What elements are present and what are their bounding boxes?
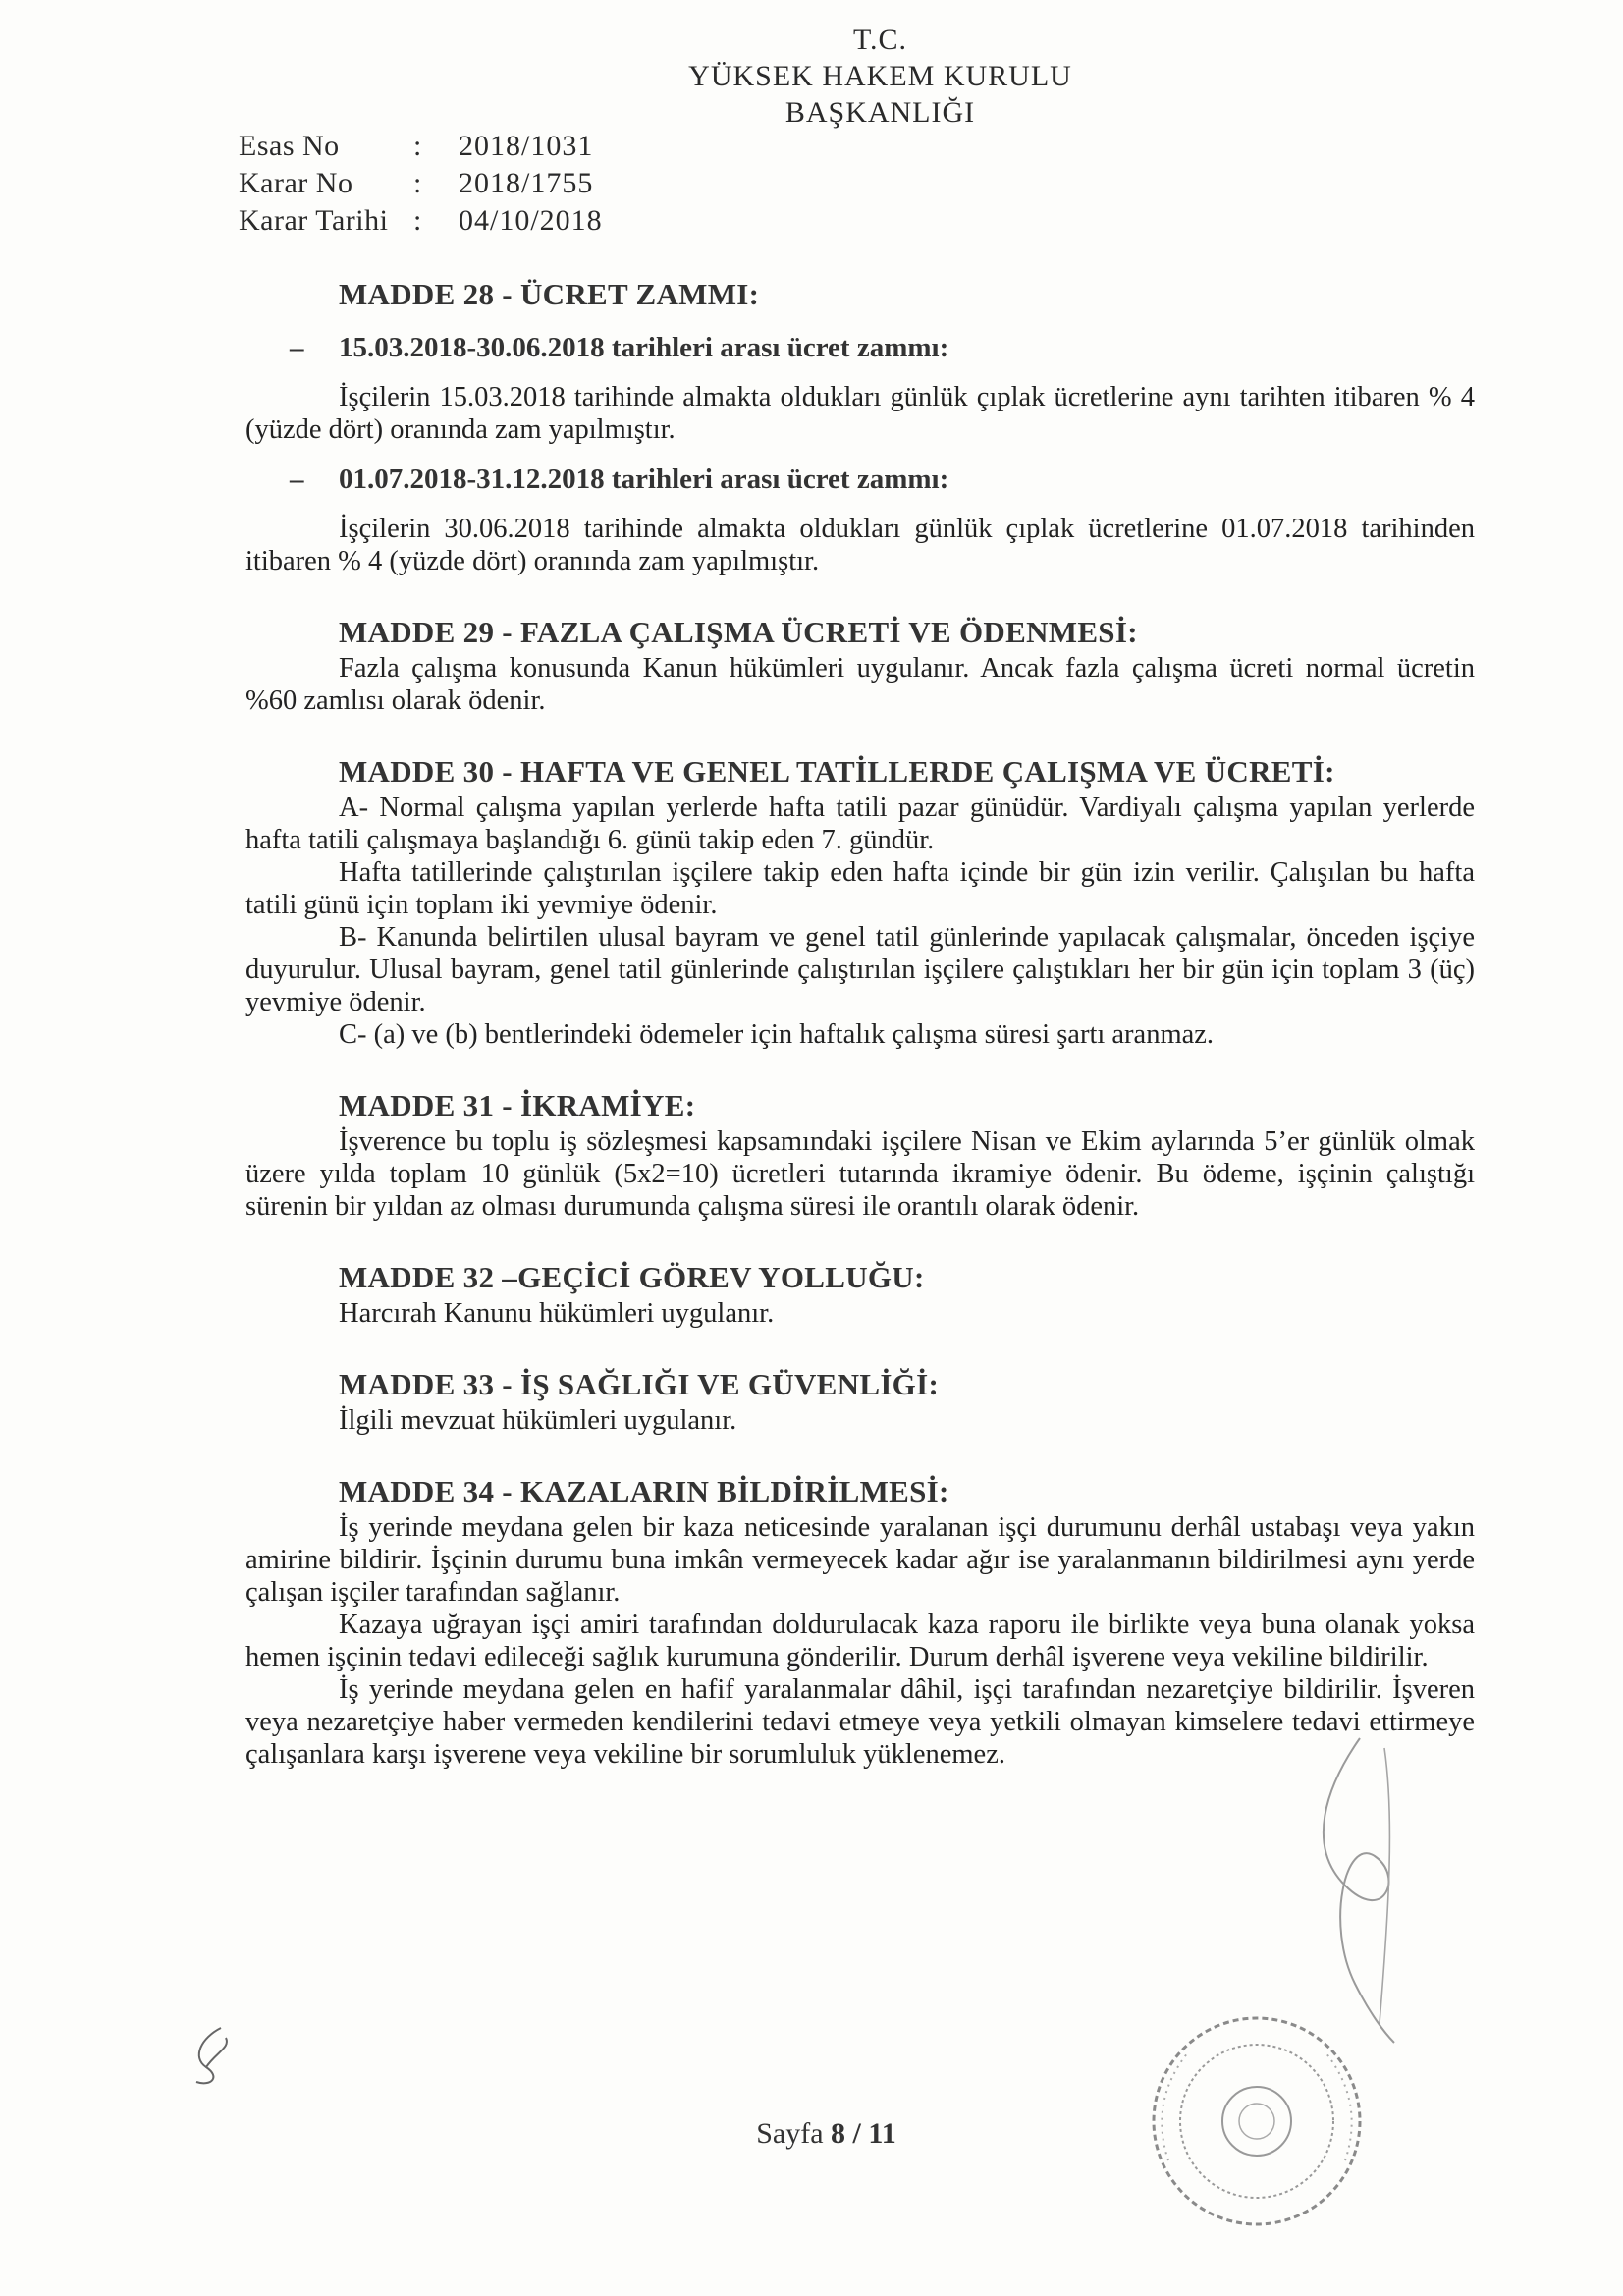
page-separator: / xyxy=(852,2117,861,2150)
header-line-presidency: BAŞKANLIĞI xyxy=(784,96,976,129)
page-current: 8 xyxy=(831,2117,846,2150)
article-title-30: MADDE 30 - HAFTA VE GENEL TATİLLERDE ÇALIŞMA VE ÜCRETİ: xyxy=(339,754,1335,789)
paragraph: A- Normal çalışma yapılan yerlerde hafta tatili pazar günüdür. Vardiyalı çalışma yapılan yerlerde hafta tatili çalışmaya başlandığı 6. günü takip eden 7. gündür. xyxy=(245,793,1475,855)
paragraph: İlgili mevzuat hükümleri uygulanır. xyxy=(339,1405,737,1436)
paragraph: B- Kanunda belirtilen ulusal bayram ve genel tatil günlerinde yapılacak çalışmalar, önceden işçiye duyurulur. Ulusal bayram, genel tatil günlerinde çalıştırılan işçilere çalıştıkları her bir gün için toplam 3 (üç) yevmiye ödenir. xyxy=(245,922,1475,1017)
document-header xyxy=(0,22,1623,131)
dash: – xyxy=(290,464,304,495)
sub-title-28-1 xyxy=(290,328,1475,367)
meta-value: 2018/1755 xyxy=(459,167,594,199)
paragraph: İşçilerin 30.06.2018 tarihinde almakta oldukları günlük çıplak ücretlerine 01.07.2018 tarihinden itibaren % 4 (yüzde dört) oranında zam yapılmıştır. xyxy=(245,514,1475,576)
header-line-institution: YÜKSEK HAKEM KURULU xyxy=(688,60,1072,92)
page-footer xyxy=(0,2117,1623,2151)
meta-label: Karar Tarihi xyxy=(239,204,389,237)
sub-title-text: 15.03.2018-30.06.2018 tarihleri arası ücret zammı: xyxy=(339,332,949,363)
dash: – xyxy=(290,332,304,363)
paragraph: Kazaya uğrayan işçi amiri tarafından doldurulacak kaza raporu ile birlikte veya buna olanak yoksa hemen işçinin tedavi edileceği sağlık kurumuna gönderilir. Durum derhâl işverene veya vekiline bildirilir. xyxy=(245,1610,1475,1672)
meta-colon: : xyxy=(413,204,422,237)
meta-value: 2018/1031 xyxy=(459,130,594,162)
paragraph: C- (a) ve (b) bentlerindeki ödemeler için haftalık çalışma süresi şartı aranmaz. xyxy=(339,1019,1215,1050)
page-label: Sayfa xyxy=(756,2117,824,2150)
meta-colon: : xyxy=(413,167,422,199)
paragraph: Harcırah Kanunu hükümleri uygulanır. xyxy=(339,1298,775,1329)
initial-mark-icon xyxy=(182,2023,241,2092)
article-title-31: MADDE 31 - İKRAMİYE: xyxy=(339,1088,696,1122)
paragraph: İş yerinde meydana gelen en hafif yaralanmalar dâhil, işçi tarafından nezaretçiye bildirilir. İşveren veya nezaretçiye haber vermeden kendilerini tedavi etmeye veya yetkili olmayan kimselere tedavi ettirmeye çalışanlara karşı işverene veya vekiline bir sorumluluk yüklenemez. xyxy=(245,1674,1475,1770)
meta-label: Karar No xyxy=(239,167,353,199)
paragraph: İşçilerin 15.03.2018 tarihinde almakta oldukları günlük çıplak ücretlerine aynı tarihten itibaren % 4 (yüzde dört) oranında zam yapılmıştır. xyxy=(245,382,1475,445)
paragraph: İşverence bu toplu iş sözleşmesi kapsamındaki işçilere Nisan ve Ekim aylarında 5’er günlük olmak üzere yılda toplam 10 günlük (5x2=10) ücretleri tutarında ikramiye ödenir. Bu ödeme, işçinin çalıştığı sürenin bir yıldan az olması durumunda çalışma süresi ile orantılı olarak ödenir. xyxy=(245,1126,1475,1222)
meta-colon: : xyxy=(413,130,422,162)
article-title-29: MADDE 29 - FAZLA ÇALIŞMA ÜCRETİ VE ÖDENMESİ: xyxy=(339,615,1138,649)
paragraph: Hafta tatillerinde çalıştırılan işçilere takip eden hafta içinde bir gün izin verilir. Çalışılan bu hafta tatili günü için toplam iki yevmiye ödenir. xyxy=(245,857,1475,920)
meta-row-esas xyxy=(239,128,603,165)
meta-row-karar xyxy=(239,165,603,202)
paragraph: İş yerinde meydana gelen bir kaza neticesinde yaralanan işçi durumunu derhâl ustabaşı veya yakın amirine bildirir. İşçinin durumu buna imkân vermeyecek kadar ağır ise yaralanmanın bildirilmesi aynı yerde çalışan işçiler tarafından sağlanır. xyxy=(245,1512,1475,1608)
case-meta xyxy=(239,128,603,240)
article-title-34: MADDE 34 - KAZALARIN BİLDİRİLMESİ: xyxy=(339,1474,949,1508)
meta-row-tarih xyxy=(239,202,603,240)
article-title-32: MADDE 32 –GEÇİCİ GÖREV YOLLUĞU: xyxy=(339,1260,925,1294)
sub-title-28-2 xyxy=(290,460,1475,499)
sub-title-text: 01.07.2018-31.12.2018 tarihleri arası ücret zammı: xyxy=(339,464,949,495)
meta-label: Esas No xyxy=(239,130,340,162)
article-title-33: MADDE 33 - İŞ SAĞLIĞI VE GÜVENLİĞİ: xyxy=(339,1367,940,1401)
meta-value: 04/10/2018 xyxy=(459,204,603,237)
article-title-28: MADDE 28 - ÜCRET ZAMMI: xyxy=(339,277,760,311)
header-line-tc: T.C. xyxy=(852,24,908,56)
document-body xyxy=(245,275,1475,1771)
paragraph: Fazla çalışma konusunda Kanun hükümleri uygulanır. Ancak fazla çalışma ücreti normal ücretin %60 zamlısı olarak ödenir. xyxy=(245,653,1475,716)
page-total: 11 xyxy=(868,2117,896,2150)
